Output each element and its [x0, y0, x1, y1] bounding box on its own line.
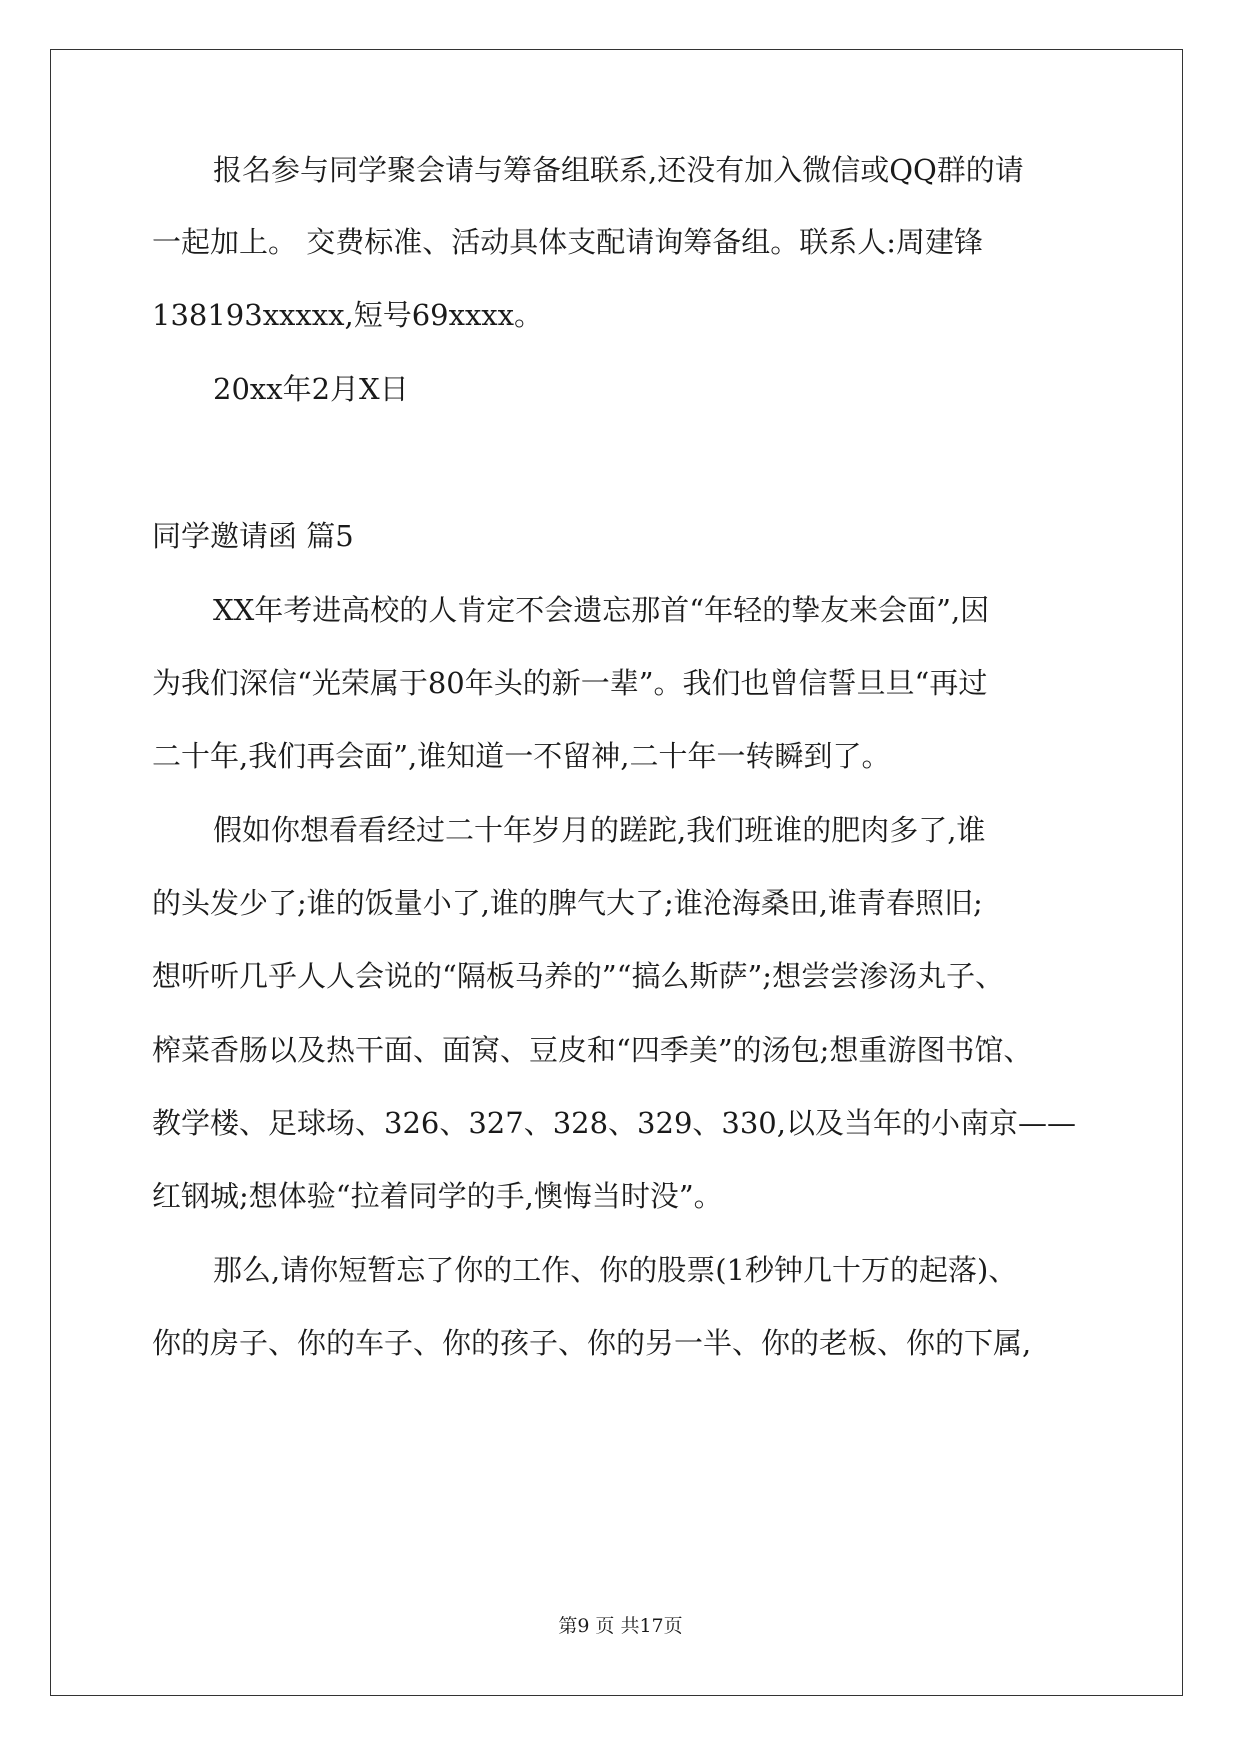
paragraph-line: 为我们深信“光荣属于80年头的新一辈”。我们也曾信誓旦旦“再过 — [152, 666, 988, 700]
paragraph-line: 那么,请你短暂忘了你的工作、你的股票(1秒钟几十万的起落)、 — [213, 1253, 1018, 1287]
paragraph-line: 红钢城;想体验“拉着同学的手,懊悔当时没”。 — [152, 1179, 723, 1213]
section-heading: 同学邀请函 篇5 — [152, 519, 354, 553]
paragraph-line: 的头发少了;谁的饭量小了,谁的脾气大了;谁沧海桑田,谁青春照旧; — [152, 886, 983, 920]
paragraph-line: 假如你想看看经过二十年岁月的蹉跎,我们班谁的肥肉多了,谁 — [213, 813, 986, 847]
paragraph-line: 报名参与同学聚会请与筹备组联系,还没有加入微信或QQ群的请 — [213, 153, 1024, 187]
page-total: 17 — [639, 1615, 664, 1637]
paragraph-line: 二十年,我们再会面”,谁知道一不留神,二十年一转瞬到了。 — [152, 739, 891, 773]
paragraph-line: 榨菜香肠以及热干面、面窝、豆皮和“四季美”的汤包;想重游图书馆、 — [152, 1033, 1033, 1067]
date-line: 20xx年2月X日 — [213, 372, 409, 406]
paragraph-line: 教学楼、足球场、326、327、328、329、330,以及当年的小南京—— — [152, 1106, 1076, 1140]
paragraph-line: 一起加上。 交费标准、活动具体支配请询筹备组。联系人:周建锋 — [152, 225, 983, 259]
page-suffix: 页 — [663, 1615, 683, 1637]
page-current: 9 — [577, 1615, 590, 1637]
page-prefix: 第 — [558, 1615, 578, 1637]
page-mid: 页 共 — [595, 1615, 640, 1637]
paragraph-line: 你的房子、你的车子、你的孩子、你的另一半、你的老板、你的下属, — [152, 1326, 1032, 1360]
page-footer — [0, 1613, 1241, 1639]
paragraph-line: 想听听几乎人人会说的“隔板马养的”“搞么斯萨”;想尝尝渗汤丸子、 — [152, 959, 1005, 993]
paragraph-line: 138193xxxxx,短号69xxxx。 — [152, 298, 544, 332]
paragraph-line: XX年考进高校的人肯定不会遗忘那首“年轻的挚友来会面”,因 — [213, 593, 990, 627]
